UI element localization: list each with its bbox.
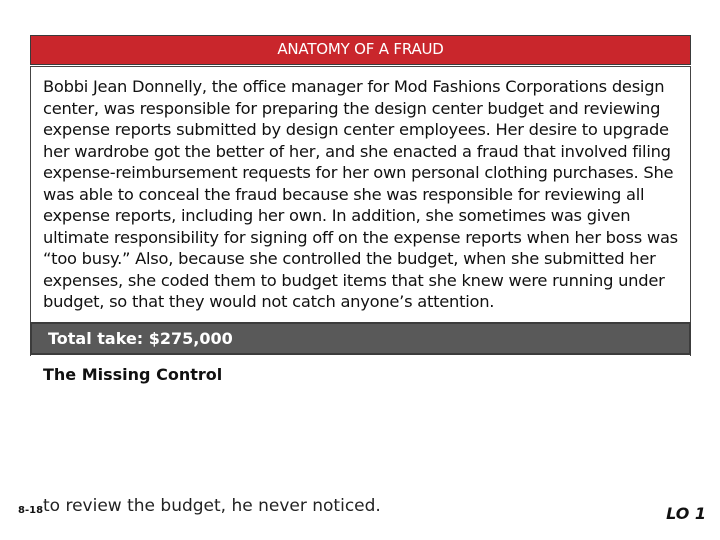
- total-take-label: Total take: $275,000: [48, 329, 233, 348]
- slide-title: ANATOMY OF A FRAUD: [277, 40, 444, 58]
- slide-number: 8-18: [18, 505, 44, 516]
- total-take-bar: [30, 322, 691, 355]
- missing-control-partial-text: to review the budget, he never noticed.: [43, 496, 381, 516]
- missing-control-heading: The Missing Control: [43, 365, 223, 384]
- learning-objective-label: LO 1: [666, 504, 706, 523]
- fraud-story-text: Bobbi Jean Donnelly, the office manager for Mod Fashions Corporations design center, was responsible for preparing the design center budget and reviewing expense reports submitted by design center employees. Her desire to upgrade her wardrobe got the better of her, and she enacted a fraud that involved filing expense-reimbursement requests for her own personal clothing purchases. She was able to conceal the fraud because she was responsible for reviewing all expense reports, including her own. In addition, she sometimes was given ultimate responsibility for signing off on the expense reports when her boss was “too busy.” Also, because she controlled the budget, when she submitted her expenses, she coded them to budget items that she knew were running under budget, so that they would not catch anyone’s attention.: [43, 77, 678, 311]
- title-bar: [30, 35, 691, 65]
